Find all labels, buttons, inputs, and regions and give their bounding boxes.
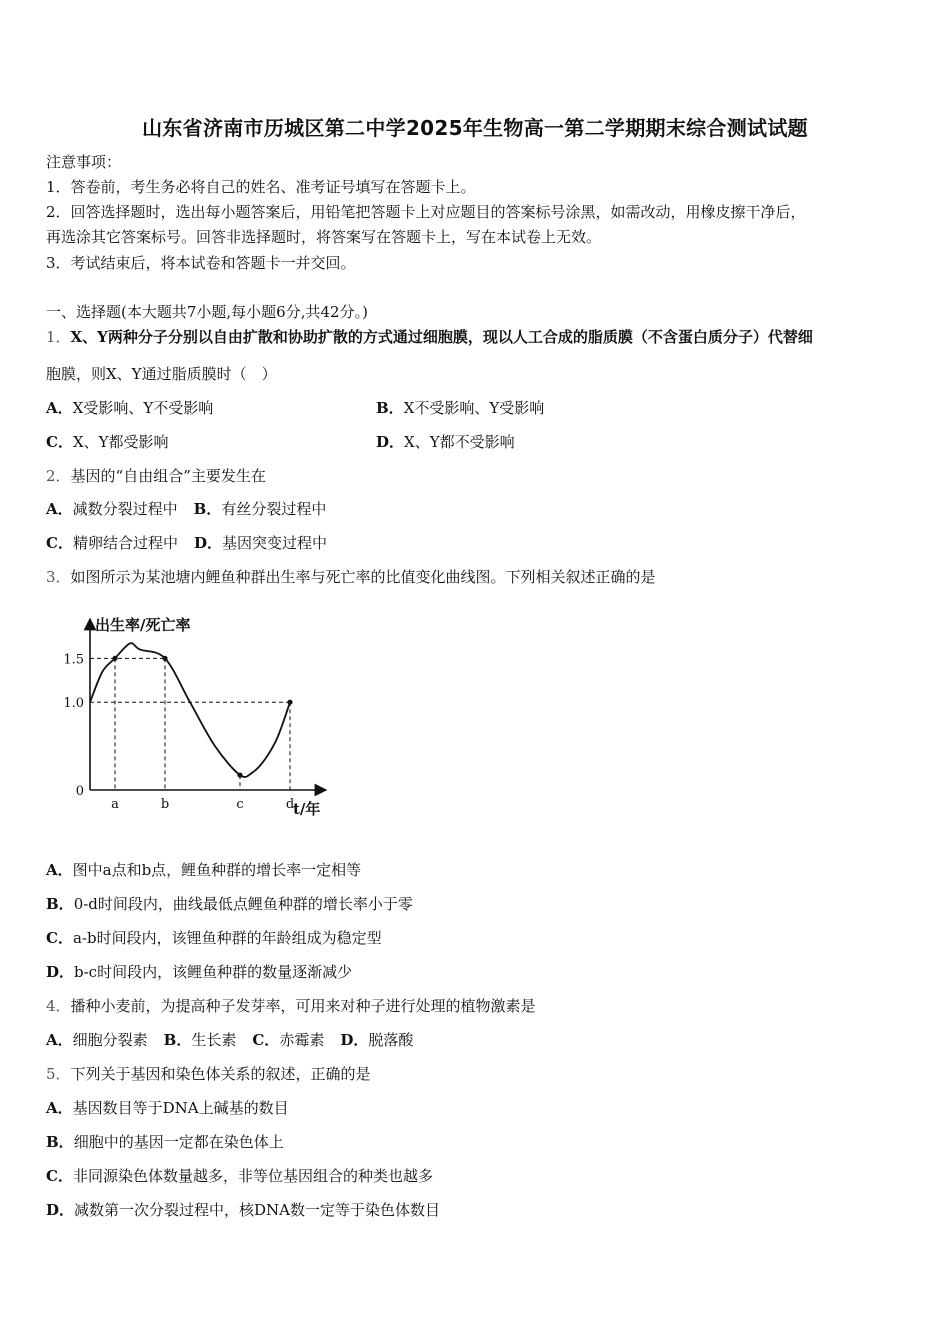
note-item-1: 1．答卷前，考生务必将自己的姓名、准考证号填写在答题卡上。 [46, 178, 476, 196]
y-axis-title: 出生率/死亡率 [95, 616, 191, 634]
notes-heading: 注意事项： [46, 153, 122, 171]
question-3-stem [46, 567, 656, 587]
question-number: 2． [46, 467, 71, 485]
x-tick-label: a [111, 797, 119, 812]
option-text: 图中a点和b点，鲤鱼种群的增长率一定相等 [72, 861, 362, 879]
point-a [112, 656, 117, 661]
option-4-b[interactable] [164, 1031, 237, 1049]
option-1-b[interactable] [376, 398, 544, 418]
option-letter: D． [46, 1201, 75, 1219]
section-heading: 一、选择题(本大题共7小题,每小题6分,共42分。) [46, 303, 368, 321]
option-letter: C． [252, 1031, 280, 1049]
option-5-b[interactable] [46, 1132, 284, 1152]
question-number: 4． [46, 997, 71, 1015]
question-number: 3． [46, 568, 71, 586]
option-text: X不受影响、Y受影响 [403, 399, 545, 417]
option-3-a[interactable] [46, 860, 361, 880]
option-text: X、Y都受影响 [72, 433, 169, 451]
option-letter: A． [46, 861, 73, 879]
option-4-c[interactable] [252, 1031, 324, 1049]
question-4-stem [46, 996, 536, 1016]
option-letter: C． [46, 929, 73, 947]
option-text: b-c时间段内，该鲤鱼种群的数量逐渐减少 [74, 963, 353, 981]
chart-guides [90, 658, 290, 790]
exam-title: 山东省济南市历城区第二中学2025年生物高一第二学期期末综合测试试题 [142, 116, 808, 140]
option-text: 有丝分裂过程中 [221, 500, 327, 518]
option-1-c[interactable] [46, 432, 169, 452]
option-4-a[interactable] [46, 1031, 148, 1049]
option-letter: D． [193, 534, 222, 552]
option-letter: D． [340, 1031, 369, 1049]
option-letter: D． [46, 963, 75, 981]
option-2-d[interactable] [194, 534, 327, 552]
option-3-b[interactable] [46, 894, 413, 914]
birth-death-ratio-chart [63, 612, 340, 832]
option-2-b[interactable] [194, 500, 327, 518]
option-text: 精卵结合过程中 [72, 534, 178, 552]
y-tick-label: 0 [75, 784, 84, 799]
option-text: 0-d时间段内，曲线最低点鲤鱼种群的增长率小于零 [73, 895, 413, 913]
option-1-a[interactable] [46, 398, 213, 418]
option-letter: B． [46, 895, 74, 913]
note-item-2: 2．回答选择题时，选出每小题答案后，用铅笔把答题卡上对应题目的答案标号涂黑，如需改动，用橡皮擦干净后， [46, 203, 806, 221]
option-5-a[interactable] [46, 1098, 289, 1118]
question-number: 5． [46, 1065, 71, 1083]
question-1-stem [46, 327, 813, 347]
point-b [162, 656, 167, 661]
ratio-curve [90, 643, 290, 777]
option-letter: A． [46, 399, 73, 417]
question-4-options [46, 1030, 413, 1050]
note-item-3: 3．考试结束后，将本试卷和答题卡一并交回。 [46, 254, 356, 272]
option-letter: B． [376, 399, 404, 417]
option-text: 非同源染色体数量越多，非等位基因组合的种类也越多 [72, 1167, 433, 1185]
option-3-c[interactable] [46, 928, 382, 948]
question-2-stem [46, 466, 266, 486]
note-item-2-cont: 再选涂其它答案标号。回答非选择题时，将答案写在答题卡上，写在本试卷上无效。 [46, 228, 602, 246]
option-letter: C． [46, 1167, 73, 1185]
option-text: 基因突变过程中 [221, 534, 327, 552]
option-letter: A． [46, 500, 73, 518]
x-axis-title: t/年 [293, 800, 321, 818]
point-c [237, 772, 242, 777]
option-text: a-b时间段内，该锂鱼种群的年龄组成为稳定型 [72, 929, 382, 947]
option-letter: B． [193, 500, 222, 518]
question-stem-text: 如图所示为某池塘内鲤鱼种群出生率与死亡率的比值变化曲线图。下列相关叙述正确的是 [70, 568, 656, 586]
option-letter: A． [46, 1099, 73, 1117]
option-5-d[interactable] [46, 1200, 440, 1220]
chart-series [90, 643, 293, 778]
chart-labels [63, 616, 320, 818]
option-letter: D． [376, 433, 405, 451]
option-text: X、Y都不受影响 [404, 433, 515, 451]
option-letter: C． [46, 534, 73, 552]
option-letter: B． [163, 1031, 192, 1049]
option-text: 赤霉素 [279, 1031, 325, 1049]
x-tick-label: c [236, 797, 244, 812]
question-stem-text: 基因的“自由组合”主要发生在 [70, 467, 266, 485]
option-5-c[interactable] [46, 1166, 433, 1186]
question-stem-text: 播种小麦前，为提高种子发芽率，可用来对种子进行处理的植物激素是 [70, 997, 536, 1015]
option-letter: B． [46, 1133, 74, 1151]
y-tick-label: 1.0 [63, 696, 84, 712]
option-letter: A． [46, 1031, 73, 1049]
x-tick-label: d [285, 797, 295, 812]
question-stem-text: 下列关于基因和染色体关系的叙述，正确的是 [70, 1065, 371, 1083]
option-text: 脱落酸 [368, 1031, 414, 1049]
y-tick-label: 1.5 [63, 652, 84, 668]
option-text: 生长素 [191, 1031, 237, 1049]
point-d [287, 700, 292, 705]
option-1-d[interactable] [376, 432, 515, 452]
option-3-d[interactable] [46, 962, 352, 982]
option-text: 细胞分裂素 [72, 1031, 148, 1049]
question-5-stem [46, 1064, 371, 1084]
question-2-options-row-2 [46, 533, 327, 553]
question-1-stem-cont: 胞膜，则X、Y通过脂质膜时（ ） [46, 365, 277, 383]
option-text: 减数分裂过程中 [72, 500, 178, 518]
option-4-d[interactable] [340, 1031, 413, 1049]
option-2-a[interactable] [46, 500, 178, 518]
question-stem-text: X、Y两种分子分别以自由扩散和协助扩散的方式通过细胞膜，现以人工合成的脂质膜（不含蛋白质分子）代替细 [70, 328, 813, 346]
option-2-c[interactable] [46, 534, 178, 552]
question-2-options-row-1 [46, 499, 326, 519]
option-letter: C． [46, 433, 73, 451]
question-number: 1． [46, 328, 71, 346]
option-text: 减数第一次分裂过程中，核DNA数一定等于染色体数目 [74, 1201, 441, 1219]
option-text: 细胞中的基因一定都在染色体上 [73, 1133, 284, 1151]
option-text: 基因数目等于DNA上碱基的数目 [72, 1099, 289, 1117]
option-text: X受影响、Y不受影响 [72, 399, 214, 417]
x-tick-label: b [160, 797, 170, 812]
